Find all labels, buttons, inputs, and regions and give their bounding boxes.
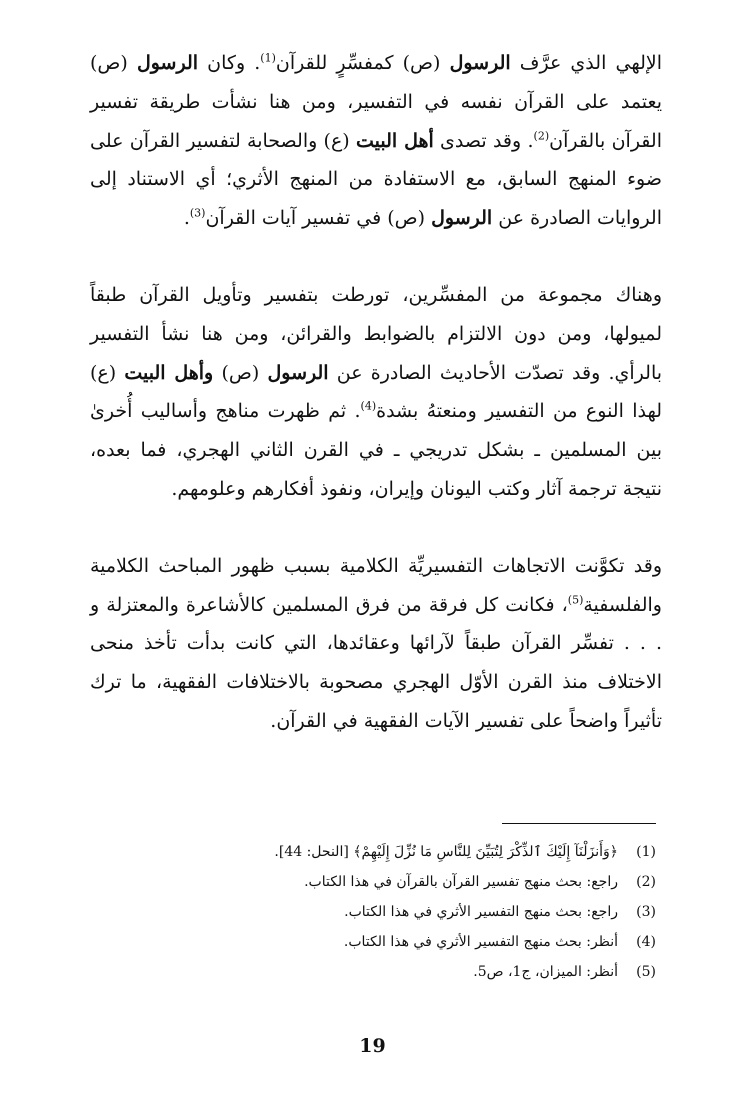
footnote-reference[interactable]: (2) xyxy=(533,129,550,143)
text-run: (ص) كمفسِّرٍ للقرآن xyxy=(275,52,450,74)
text-run-bold: الرسول xyxy=(136,52,199,74)
footnote-reference[interactable]: (1) xyxy=(260,51,276,65)
footnote-number: (4) xyxy=(636,934,656,950)
footnote-text: ﴿وَأَنزَلْنَآ إِلَيْكَ ٱلذِّكْرَ لِتُبَيِّنَ لِلنَّاسِ مَا نُزِّلَ إِلَيْهِمْ﴾ [النحل: 44]. xyxy=(274,844,618,860)
paragraph xyxy=(90,547,662,741)
text-run: (ص) xyxy=(213,361,268,384)
text-run: (ع) والصحابة لتفسير القرآن على ضوء المنهج السابق، مع الاستفادة من المنهج الأثري؛ أي الاستناد إلى الروايات الصادرة عن xyxy=(90,129,662,230)
text-run: . xyxy=(183,207,190,230)
footnote-number: (3) xyxy=(636,904,656,920)
text-run: وهناك مجموعة من المفسِّرين، تورطت بتفسير وتأويل القرآن طبقاً لميولها، ومن دون الالتزام بالضوابط والقرائن، ومن هنا نشأ التفسير بالرأي. وقد تصدّت الأحاديث الصادرة عن xyxy=(90,283,663,384)
text-run: (ع) لهذا النوع من التفسير ومنعتهُ بشدة xyxy=(90,361,662,423)
text-run: ، فكانت كل فرقة من فرق المسلمين كالأشاعرة والمعتزلة و . . . تفسِّر القرآن طبقاً لآرائها وعقائدها، التي كانت بدأت تأخذ منحى الاختلاف منذ القرن الأوّل الهجري مصحوبة بالاختلافات الفقهية، ما ترك تأثيراً واضحاً على تفسير الآيات الفقهية في القرآن. xyxy=(90,593,662,732)
text-run: (ص) يعتمد على القرآن نفسه في التفسير، ومن هنا نشأت طريقة تفسير القرآن بالقرآن xyxy=(90,52,662,152)
footnote xyxy=(150,897,656,927)
footnote-number: (5) xyxy=(636,964,656,980)
footnote-text: أنظر: بحث منهج التفسير الأثري في هذا الكتاب. xyxy=(343,934,618,950)
paragraph xyxy=(90,44,662,238)
footnote xyxy=(150,867,656,897)
footnote-text: راجع: بحث منهج تفسير القرآن بالقرآن في هذا الكتاب. xyxy=(304,874,618,890)
footnote-number: (1) xyxy=(636,844,656,860)
text-run-bold: الرسول xyxy=(431,207,493,230)
footnote-number: (2) xyxy=(636,874,656,890)
footnote-text: راجع: بحث منهج التفسير الأثري في هذا الكتاب. xyxy=(344,904,618,920)
footnote xyxy=(150,837,656,867)
text-run: الإلهي الذي عرَّف xyxy=(510,52,662,74)
text-run-bold: الرسول xyxy=(267,361,329,384)
footnote xyxy=(150,957,656,987)
text-run: . وكان xyxy=(198,52,261,74)
footnote-reference[interactable]: (3) xyxy=(189,206,206,220)
footnotes xyxy=(150,837,656,987)
page-number: 19 xyxy=(359,1035,386,1057)
footnote-divider xyxy=(502,823,656,824)
text-run-bold: وأهل البيت xyxy=(124,361,214,384)
footnote-text: أنظر: الميزان، ج1، ص5. xyxy=(473,964,618,980)
footnote xyxy=(150,927,656,957)
text-run-bold: الرسول xyxy=(449,52,511,74)
paragraph xyxy=(90,276,662,509)
footnote-reference[interactable]: (4) xyxy=(360,400,377,414)
text-run-bold: أهل البيت xyxy=(356,129,434,152)
text-run: وقد تكوَّنت الاتجاهات التفسيريِّة الكلامية بسبب ظهور المباحث الكلامية والفلسفية xyxy=(90,554,662,616)
text-run: . ثم ظهرت مناهج وأساليب أُخرىٰ بين المسلمين ـ بشكل تدريجي ـ في القرن الثاني الهجري، فما بعده، نتيجة ترجمة آثار وكتب اليونان وإيران، ونفوذ أفكارهم وعلومهم. xyxy=(90,400,662,500)
text-run: . وقد تصدى xyxy=(433,129,534,152)
text-run: (ص) في تفسير آيات القرآن xyxy=(205,207,432,230)
footnote-reference[interactable]: (5) xyxy=(567,593,584,607)
main-text xyxy=(90,44,662,741)
